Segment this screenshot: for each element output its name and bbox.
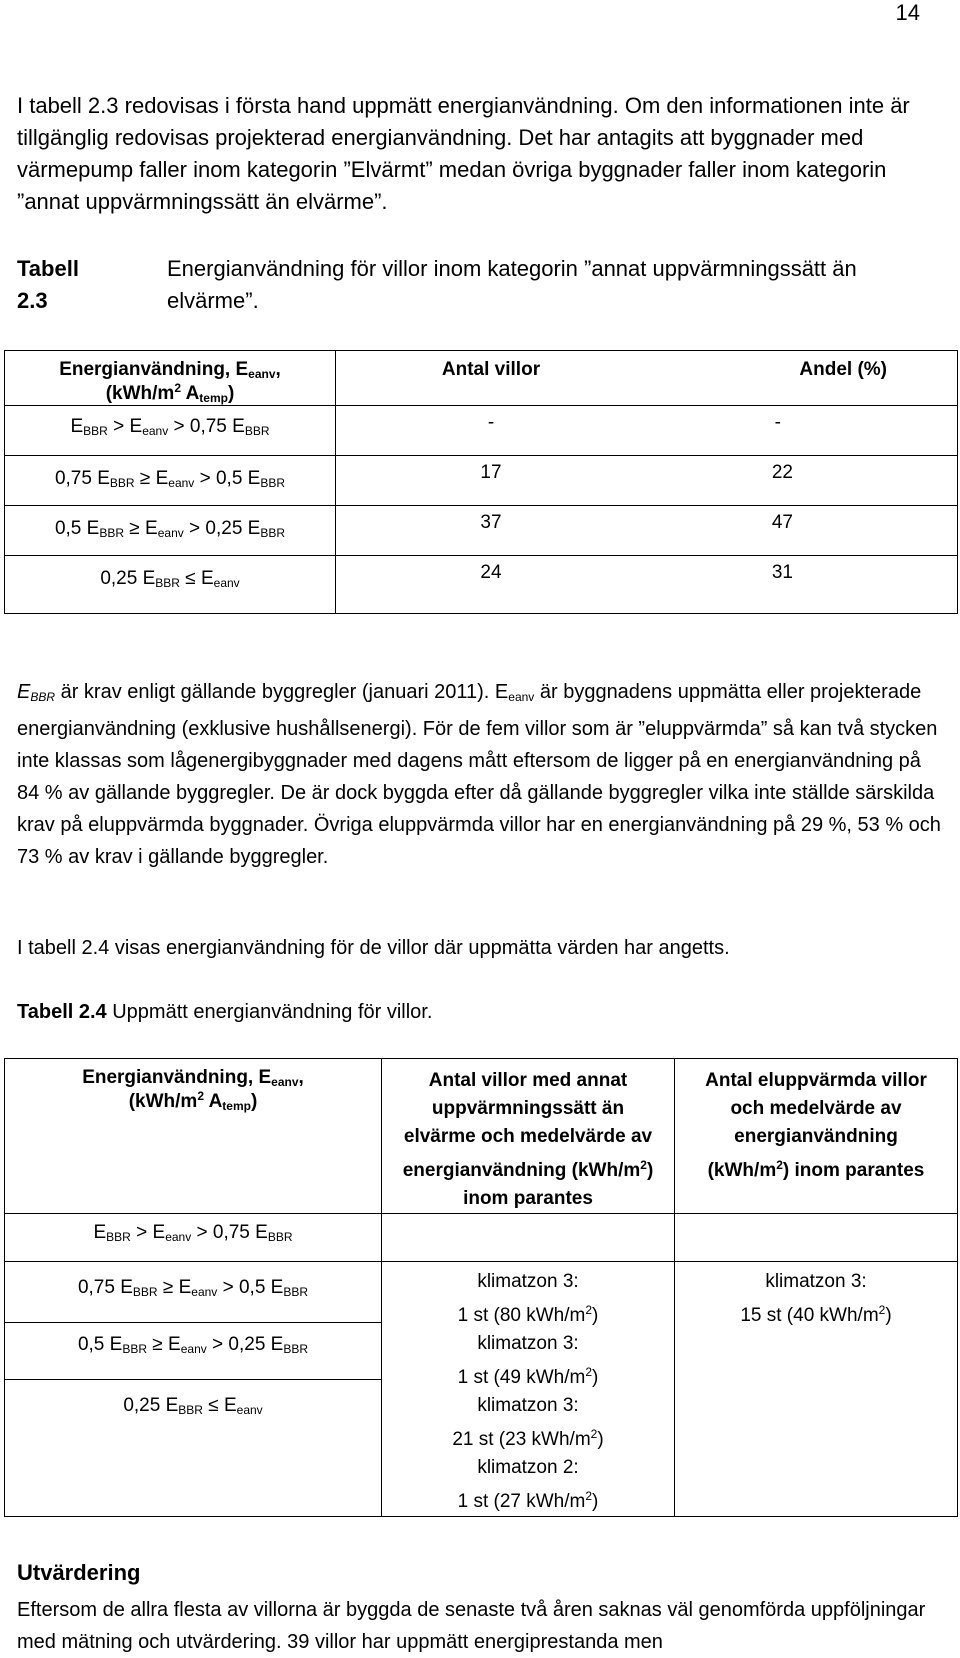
table-2-3-row2-antal: 17 <box>336 456 647 506</box>
table-2-3-row4-andel: 31 <box>646 556 958 614</box>
table-2-3-row2-andel: 22 <box>646 456 958 506</box>
table-2-3-row2-label: 0,75 $E_{BBR} \ge E_{eanv} > 0,5$ $E_{BBR}$ <box>5 456 336 506</box>
table-2-4-caption <box>17 996 947 1028</box>
table-row <box>5 406 958 456</box>
table-2-3-row3-antal: 37 <box>336 506 647 556</box>
table-2-3-row4-label: 0,25 $E_{BBR} \le E_{eanv}$ <box>5 556 336 614</box>
page-number: 14 <box>895 0 920 25</box>
table-2-3-caption-text: Energianvändning för villor inom kategorin ”annat uppvärmningssätt än elvärme”. <box>167 256 857 313</box>
table-2-4-caption-text: Uppmätt energianvändning för villor. <box>106 1001 433 1023</box>
table-2-4-row1-col2 <box>382 1214 675 1262</box>
table-2-4-antal-annat: klimatzon 3: 1 st (80 kWh/$m^2$) klimatzon 3: 1 st (49 kWh/$m^2$) klimatzon 3: 21 st (23 kWh/$m^2$) klimatzon 2: 1 st (27 kWh/$m^2$) <box>382 1262 675 1517</box>
table-2-4 <box>4 1058 958 1517</box>
table-row <box>5 506 958 556</box>
paragraph-ebbr-explanation: $E_{BBR}$ är krav enligt gällande byggregler (januari 2011). $E_{eanv}$ är byggnadens uppmätta eller projekterade energianvändning (exklusive hushållsenergi). För de fem villor som är ”eluppvärmda” så kan två stycken inte klassas som lågenergibyggnader med dagens mått eftersom de ligger på en energianvändning på 84 % av gällande byggregler. De är dock byggda efter då gällande byggregler vilka inte ställde särskilda krav på eluppvärmda byggnader. Övriga eluppvärmda villor har en energianvändning på 29 %, 53 % och 73 % av krav i gällande byggregler. <box>17 681 941 868</box>
table-2-4-labels-cell <box>5 1262 382 1517</box>
table-2-3-header-col2: Antal villor <box>336 351 647 406</box>
table-2-4-caption-label: Tabell 2.4 <box>17 1001 107 1023</box>
table-2-4-row1-col3 <box>675 1214 958 1262</box>
table-2-3 <box>4 350 958 614</box>
table-2-4-header-col3: Antal eluppvärmda villor och medelvärde av energianvändning $(kWh/m^2)$ inom parantes <box>675 1059 958 1214</box>
table-2-3-row1-label: $E_{BBR} > E_{eanv} > 0,75$ $E_{BBR}$ <box>5 406 336 456</box>
table-row <box>5 1262 958 1517</box>
table-2-3-caption-label: Tabell 2.3 <box>17 256 79 313</box>
table-row <box>5 456 958 506</box>
intro-paragraph: I tabell 2.3 redovisas i första hand uppmätt energianvändning. Om den informationen inte är tillgänglig redovisas projekterad energianvändning. Det har antagits att byggnader med värmepump faller inom kategorin ”Elvärmt” medan övriga byggnader faller inom kategorin ”annat uppvärmningssätt än elvärme”. <box>17 93 910 214</box>
table-2-4-header <box>5 1059 958 1214</box>
table-2-3-row1-antal: - <box>336 406 647 456</box>
table-2-4-header-col1: Energianvändning, $E_{eanv}$, ($kWh/m^2$ $A_{temp}$) <box>5 1059 382 1214</box>
table-2-3-row3-label: 0,5 $E_{BBR} \ge E_{eanv} > 0,25$ $E_{BBR}$ <box>5 506 336 556</box>
table-2-4-row1-label: $E_{BBR} > E_{eanv} > 0,75$ $E_{BBR}$ <box>5 1214 382 1262</box>
paragraph-tabell-2-4-intro: I tabell 2.4 visas energianvändning för de villor där uppmätta värden har angetts. <box>17 937 730 959</box>
table-2-3-header <box>5 351 958 406</box>
table-row <box>5 556 958 614</box>
table-2-3-header-col3: Andel (%) <box>646 351 958 406</box>
table-2-3-header-col1: Energianvändning, $E_{eanv}$, ($kWh/m^2$ $A_{temp}$) <box>5 351 336 406</box>
table-2-4-row2-label: 0,75 $E_{BBR} \ge E_{eanv} > 0,5$ $E_{BBR}$ <box>77 1277 309 1299</box>
section-heading-utvardering: Utvärdering <box>17 1560 141 1585</box>
table-2-4-antal-eluppvarmda: klimatzon 3: 15 st (40 kWh/$m^2$) <box>675 1262 958 1517</box>
table-row <box>5 1214 958 1262</box>
table-2-4-row4-label: 0,25 $E_{BBR} \le E_{eanv}$ <box>5 1379 381 1440</box>
table-2-4-header-col2: Antal villor med annat uppvärmningssätt än elvärme och medelvärde av energianvändning $(kWh/m^2)$ inom parantes <box>382 1059 675 1214</box>
table-2-3-row3-andel: 47 <box>646 506 958 556</box>
paragraph-utvardering: Eftersom de allra flesta av villorna är byggda de senaste två åren saknas väl genomförda uppföljningar med mätning och utvärdering. 39 villor har uppmätt energiprestanda men <box>17 1599 926 1653</box>
table-2-3-row1-andel: - <box>646 406 958 456</box>
table-2-4-row3-label: 0,5 $E_{BBR} \ge E_{eanv} > 0,25$ $E_{BBR}$ <box>5 1322 381 1379</box>
table-2-3-row4-antal: 24 <box>336 556 647 614</box>
